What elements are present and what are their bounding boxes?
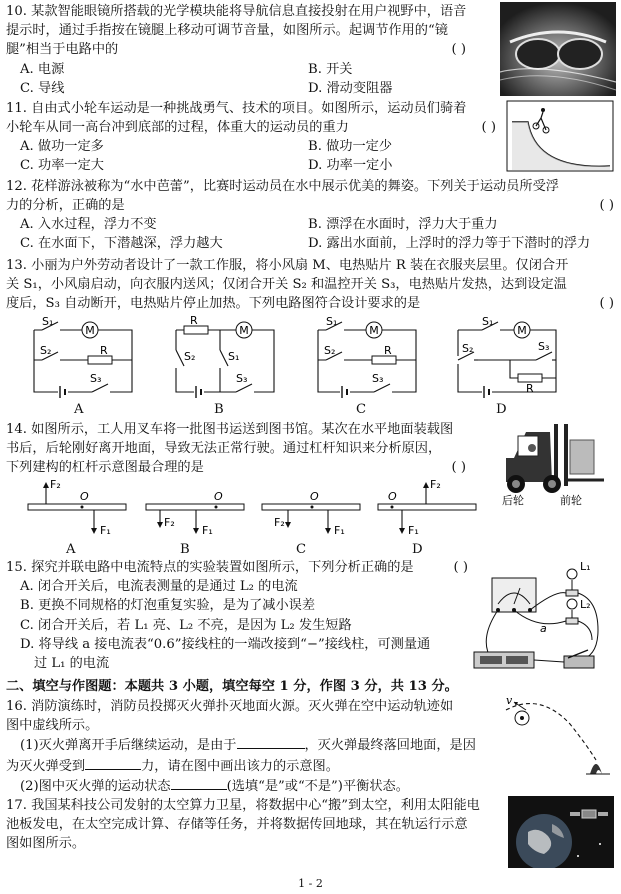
q16-sub1-a: (1)灭火弹离开手后继续运动，是由于 [20, 738, 237, 754]
lever-a-o-label: O [80, 490, 89, 503]
q10-option-d: D. 滑动变阻器 [308, 80, 393, 96]
circuit-a-r-label: R [100, 344, 108, 357]
q11-answer-paren: ( ) [481, 120, 496, 136]
q15-line-1: 15. 探究并联电路中电流特点的实验装置如图所示，下列分析正确的是 [6, 560, 414, 575]
parallel-circuit-figure [468, 560, 614, 678]
q12-answer-paren: ( ) [599, 198, 614, 214]
circuit-c-s3-label: S₃ [372, 372, 384, 385]
circuit-a-s3-label: S₃ [90, 372, 102, 385]
q15-option-b: B. 更换不同规格的灯泡重复实验，是为了减小误差 [20, 598, 316, 614]
lever-c [256, 476, 366, 538]
rear-wheel-label: 后轮 [502, 494, 524, 506]
lever-b-caption: B [180, 542, 190, 557]
q10-option-a: A. 电源 [20, 61, 65, 77]
lever-c-caption: C [296, 542, 307, 557]
q13-answer-paren: ( ) [599, 296, 614, 312]
front-wheel-label: 前轮 [560, 494, 582, 506]
q10-line-3: 腿”相当于电路中的 [6, 42, 119, 58]
lever-d-o-label: O [388, 490, 397, 503]
q16-sub1-c: 为灭火弹受到 [6, 758, 86, 774]
q15-option-c: C. 闭合开关后，若 L₁ 亮、L₂ 不亮，是因为 L₂ 发生短路 [20, 617, 352, 633]
q16-sub2-a: (2)图中灭火弹的运动状态 [20, 778, 171, 794]
lever-a [22, 476, 132, 538]
q12-line-1: 12. 花样游泳被称为“水中芭蕾”，比赛时运动员在水中展示优美的舞姿。下列关于运动员所受浮 [6, 179, 559, 194]
lever-d-caption: D [412, 542, 423, 557]
q10-option-c: C. 导线 [20, 80, 65, 96]
q13-line-2: 关 S₁，小风扇启动，向衣服内送风；仅闭合开关 S₂ 和温控开关 S₃，电热贴片发热，达到设定温 [6, 277, 567, 293]
lever-a-caption: A [66, 542, 76, 557]
circuit-d-s2-label: S₂ [462, 342, 474, 355]
circuit-b-r-label: R [190, 316, 198, 327]
q10-line-1: 10. 某款智能眼镜所搭载的光学模块能将导航信息直接投射在用户视野中，语音 [6, 4, 467, 19]
circuit-c-motor-label: M [369, 324, 379, 337]
bmx-ramp-figure [506, 100, 614, 172]
circuit-b-s2-label: S₂ [184, 350, 196, 363]
lever-c-f1-label: F₁ [334, 524, 345, 537]
q10-line-2: 提示时，通过手指按在镜腿上移动可调节音量，如图所示。起调节作用的“镜 [6, 23, 448, 39]
q15-answer-paren: ( ) [453, 560, 468, 575]
circuit-b-s3-label: S₃ [236, 372, 248, 385]
circuit-b-caption: B [214, 402, 224, 417]
lever-c-o-label: O [310, 490, 319, 503]
q14-line-1: 14. 如图所示，工人用叉车将一批图书运送到图书馆。某次在水平地面装载图 [6, 422, 454, 437]
lever-b-o-label: O [214, 490, 223, 503]
circuit-b [170, 316, 280, 400]
lever-b-f2-label: F₂ [164, 516, 175, 529]
q11-line-2: 小轮车从同一高台冲到底部的过程，体重大的运动员的重力 [6, 120, 349, 136]
lever-b [140, 476, 250, 538]
circuit-d [452, 316, 562, 400]
satellite-orbit-photo [508, 796, 614, 868]
q12-option-b: B. 漂浮在水面时，浮力大于重力 [308, 217, 498, 233]
circuit-a-s2-label: S₂ [40, 344, 52, 357]
q16-line-2: 图中虚线所示。 [6, 718, 99, 734]
page-number: 1 - 2 [298, 877, 323, 890]
circuit-a [28, 316, 138, 400]
q10-answer-paren: ( ) [451, 42, 466, 58]
velocity-v-label: v [506, 696, 513, 707]
wire-a-label: a [540, 622, 547, 635]
q11-option-a: A. 做功一定多 [20, 139, 104, 155]
q14-line-3: 下列建构的杠杆示意图最合理的是 [6, 460, 204, 476]
lever-b-f1-label: F₁ [202, 524, 213, 537]
q13-line-3: 度后，S₃ 自动断开，电热贴片停止加热。下列电路图符合设计要求的是 [6, 296, 421, 312]
circuit-a-s1-label: S₁ [42, 316, 54, 328]
circuit-c [312, 316, 422, 400]
q16-blank-2[interactable] [85, 756, 141, 770]
q11-option-d: D. 功率一定小 [308, 158, 393, 174]
q15-option-a: A. 闭合开关后，电流表测量的是通过 L₂ 的电流 [20, 579, 298, 595]
q15-option-d: D. 将导线 a 接电流表“0.6”接线柱的一端改接到“−”接线柱，可测量通 [20, 636, 431, 652]
q16-blank-1[interactable] [237, 735, 305, 749]
q16-sub1-d: 力，请在图中画出该力的示意图。 [141, 758, 339, 774]
circuit-a-caption: A [74, 402, 84, 417]
lamp-l2-label: L₂ [580, 598, 591, 611]
question-13 [6, 256, 614, 314]
lever-c-f2-label: F₂ [274, 516, 285, 529]
circuit-d-r-label: R [526, 382, 534, 395]
lever-d-f2-label: F₂ [430, 478, 441, 491]
forklift-figure [496, 418, 614, 506]
q12-option-c: C. 在水面下，下潜越深，浮力越大 [20, 236, 223, 252]
q15-option-d-cont: 过 L₁ 的电流 [34, 656, 110, 672]
circuit-d-s3-label: S₃ [538, 340, 550, 353]
circuit-c-s2-label: S₂ [324, 344, 336, 357]
lever-d [372, 476, 482, 538]
q12-option-a: A. 入水过程，浮力不变 [20, 217, 157, 233]
circuit-c-caption: C [356, 402, 367, 417]
circuit-d-caption: D [496, 402, 507, 417]
q17-line-2: 池板发电，在太空完成计算、存储等任务，并将数据传回地球，其在轨运行示意 [6, 817, 468, 833]
q16-blank-3[interactable] [171, 776, 227, 790]
lever-a-f2-label: F₂ [50, 478, 61, 491]
circuit-b-s1-label: S₁ [228, 350, 240, 363]
circuit-d-motor-label: M [517, 324, 527, 337]
circuit-d-s1-label: S₁ [482, 316, 494, 328]
q16-sub2-b: (选填“是”或“不是”)平衡状态。 [226, 778, 409, 794]
circuit-c-s1-label: S₁ [326, 316, 338, 328]
smart-glasses-photo [500, 2, 616, 96]
q16-sub1-b: ，灭火弹最终落回地面，是因 [304, 738, 476, 754]
q14-line-2: 书后，后轮刚好离开地面，导致无法正常行驶。通过杠杆知识来分析原因， [6, 441, 442, 457]
q17-line-1: 17. 我国某科技公司发射的太空算力卫星，将数据中心“搬”到太空，利用太阳能电 [6, 798, 480, 813]
q10-option-b: B. 开关 [308, 61, 353, 77]
circuit-c-r-label: R [384, 344, 392, 357]
fire-extinguisher-trajectory-figure [500, 696, 614, 778]
lever-a-f1-label: F₁ [100, 524, 111, 537]
q17-line-3: 图如图所示。 [6, 836, 86, 852]
q16-line-1: 16. 消防演练时，消防员投掷灭火弹扑灭地面火源。灭火弹在空中运动轨迹如 [6, 699, 454, 714]
lever-d-f1-label: F₁ [408, 524, 419, 537]
q14-answer-paren: ( ) [451, 460, 466, 476]
lamp-l1-label: L₁ [580, 560, 591, 573]
q11-option-c: C. 功率一定大 [20, 158, 104, 174]
q13-line-1: 13. 小丽为户外劳动者设计了一款工作服，将小风扇 M、电热贴片 R 装在衣服夹层里。仅闭合开 [6, 258, 569, 273]
q11-option-b: B. 做功一定少 [308, 139, 393, 155]
question-12 [6, 177, 614, 253]
q12-line-2: 力的分析，正确的是 [6, 198, 125, 214]
q11-line-1: 11. 自由式小轮车运动是一种挑战勇气、技术的项目。如图所示，运动员们骑着 [6, 101, 467, 116]
q12-option-d: D. 露出水面前，上浮时的浮力等于下潜时的浮力 [308, 236, 591, 252]
circuit-a-motor-label: M [85, 324, 95, 337]
section-2-heading: 二、填空与作图题：本题共 3 小题，填空每空 1 分，作图 3 分，共 13 分。 [6, 679, 458, 694]
circuit-b-motor-label: M [239, 324, 249, 337]
